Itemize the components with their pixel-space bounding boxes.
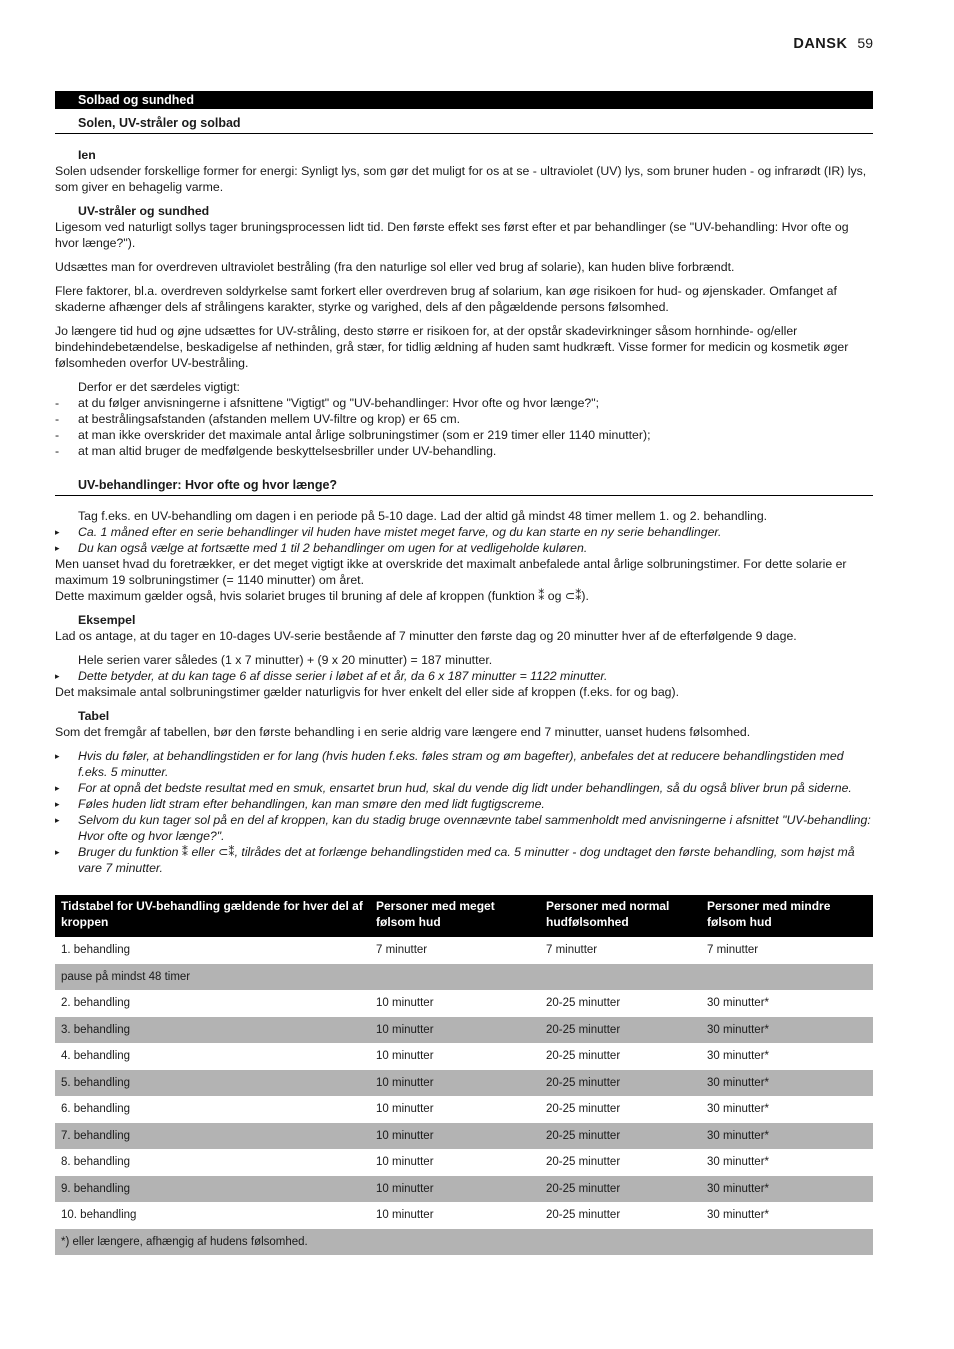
- table-cell: 3. behandling: [55, 1017, 370, 1044]
- triangle-bullet-icon: ▸: [55, 847, 60, 857]
- table-cell: 10. behandling: [61, 1209, 137, 1222]
- table-cell: 30 minutter*: [707, 1103, 770, 1116]
- uv-health-paragraph-2: Udsættes man for overdreven ultraviolet bestråling (fra den naturlige sol eller ved brug af solarie), kan huden blive forbrændt.: [55, 260, 735, 274]
- language-label: DANSK: [793, 36, 848, 52]
- list-item-text: Ca. 1 måned efter en serie behandlinger vil huden have mistet meget farve, og du kan starte en ny serie behandlinger.: [78, 525, 722, 539]
- uv-health-heading: UV-stråler og sundhed: [78, 204, 210, 218]
- table-cell: 8. behandling: [61, 1156, 131, 1169]
- table-cell: 20-25 minutter: [540, 1176, 701, 1203]
- triangle-bullet-icon: ▸: [55, 671, 60, 681]
- table-cell: 30 minutter*: [701, 1123, 873, 1150]
- dash-marker: -: [55, 412, 60, 426]
- list-item: [55, 395, 873, 411]
- table-cell: 30 minutter*: [701, 1176, 873, 1203]
- list-item-text: Dette betyder, at du kan tage 6 af disse serier i løbet af et år, da 6 x 187 minutter = 1122 minutter.: [78, 669, 608, 683]
- table-row: [55, 1096, 873, 1123]
- treatments-block: [55, 508, 873, 604]
- triangle-bullet-icon: ▸: [55, 543, 60, 553]
- list-item: [55, 540, 873, 556]
- table-cell: 7 minutter: [376, 944, 428, 957]
- table-cell: 20-25 minutter: [546, 997, 621, 1010]
- list-item: [55, 411, 873, 427]
- section-title-bar: [55, 91, 873, 109]
- table-cell: 20-25 minutter: [540, 1123, 701, 1150]
- table-cell: 20-25 minutter: [546, 1156, 621, 1169]
- list-item-text: at man ikke overskrider det maximale antal årlige solbruningstimer (som er 219 timer eller 1140 minutter);: [78, 428, 651, 442]
- list-item-text: Du kan også vælge at fortsætte med 1 til 2 behandlinger om ugen for at vedligeholde kuløren.: [78, 541, 588, 555]
- table-cell: 30 minutter*: [701, 1070, 873, 1097]
- table-header-cell: Tidstabel for UV-behandling gældende for hver del af kroppen: [55, 895, 370, 937]
- tabel-text: Som det fremgår af tabellen, bør den første behandling i en serie aldrig vare længere end 7 minutter, uanset hudens følsomhed.: [55, 725, 751, 739]
- example-calc: Hele serien varer således (1 x 7 minutter) + (9 x 20 minutter) = 187 minutter.: [78, 653, 493, 667]
- table-cell: 10 minutter: [376, 997, 434, 1010]
- list-item: [55, 796, 873, 812]
- table-cell: 6. behandling: [61, 1103, 131, 1116]
- table-header-cell: Personer med normal hudfølsomhed: [540, 895, 701, 937]
- subsection-heading-text: UV-behandlinger: Hvor ofte og hvor længe?: [78, 478, 338, 492]
- list-item: [55, 443, 873, 459]
- triangle-bullet-icon: ▸: [55, 751, 60, 761]
- table-cell: 10 minutter: [370, 1017, 540, 1044]
- table-cell: 30 minutter*: [707, 997, 770, 1010]
- list-item: [55, 844, 873, 876]
- list-item-text: Bruger du funktion ⁑ eller ⊂⁑, tilrådes det at forlænge behandlingstiden med ca. 5 minutter - dog undtaget den første behandling, som højst må vare 7 minutter.: [78, 845, 855, 875]
- table-cell: 10 minutter: [376, 1209, 434, 1222]
- triangle-bullet-icon: ▸: [55, 799, 60, 809]
- triangle-bullet-icon: ▸: [55, 527, 60, 537]
- important-intro: Derfor er det særdeles vigtigt:: [78, 380, 240, 394]
- tabel-block: [55, 708, 873, 740]
- list-item-text: at man altid bruger de medfølgende beskyttelsesbriller under UV-behandling.: [78, 444, 497, 458]
- table-cell: 20-25 minutter: [546, 1103, 621, 1116]
- treatments-paragraph-2: Dette maximum gælder også, hvis solariet bruges til bruning af dele af kroppen (funktion ⁑ og ⊂⁑).: [55, 589, 589, 603]
- list-item: [55, 524, 873, 540]
- list-item: [55, 668, 873, 684]
- table-cell: 7. behandling: [55, 1123, 370, 1150]
- uv-health-paragraph-2-block: [55, 259, 873, 275]
- table-cell: 20-25 minutter: [546, 1209, 621, 1222]
- uv-health-paragraph-1: Ligesom ved naturligt sollys tager bruningsprocessen lidt tid. Den første effekt ses først efter et par behandlinger (se "UV-behandling: Hvor ofte og hvor længe?").: [55, 220, 849, 250]
- page-number: 59: [857, 35, 873, 51]
- treatments-intro: Tag f.eks. en UV-behandling om dagen i en periode på 5-10 dage. Lad der altid gå mindst 48 timer mellem 1. og 2. behandling.: [78, 509, 768, 523]
- table-row: [55, 1176, 873, 1203]
- table-row: [55, 1070, 873, 1097]
- table-header-cell: Personer med mindre følsom hud: [701, 895, 873, 937]
- table-cell: 30 minutter*: [707, 1156, 770, 1169]
- uv-health-paragraph-3-block: [55, 283, 873, 315]
- list-item-text: Selvom du kun tager sol på en del af kroppen, kan du stadig bruge ovennævnte tabel sammenholdt med anvisningerne i afsnittet "UV-behandling: Hvor ofte og hvor længe?".: [78, 813, 871, 843]
- uv-health-paragraph-4-block: [55, 323, 873, 371]
- table-cell: 10 minutter: [370, 1123, 540, 1150]
- list-item: [55, 427, 873, 443]
- example-calc-block: [55, 652, 873, 700]
- treatments-paragraph-1: Men uanset hvad du foretrækker, er det meget vigtigt ikke at overskride det maximalt anbefalede antal årlige solbruningstimer. For dette solarie er maximum 19 solbruningstimer (= 1140 minutter) om året.: [55, 557, 847, 587]
- subsection-heading-text: Solen, UV-stråler og solbad: [78, 116, 241, 130]
- list-item: [55, 780, 873, 796]
- table-row: [55, 1043, 873, 1070]
- table-cell: 20-25 minutter: [546, 1050, 621, 1063]
- uv-health-paragraph-3: Flere faktorer, bl.a. overdreven soldyrkelse samt forkert eller overdreven brug af solarium, kan øge risikoen for hud- og øjenskader. Omfanget af skaderne afhænger dels af strålingens karakter, styrke og varighed, dels af den pågældende persons følsomhed.: [55, 284, 837, 314]
- sun-text: Solen udsender forskellige former for energi: Synligt lys, som gør det muligt for os at se - ultraviolet (UV) lys, som bruner huden - og infrarødt (IR) lys, som giver en behagelig varme.: [55, 164, 867, 194]
- triangle-bullet-icon: ▸: [55, 815, 60, 825]
- table-cell: 4. behandling: [61, 1050, 131, 1063]
- sun-block: [55, 147, 873, 195]
- table-cell: pause på mindst 48 timer: [55, 964, 873, 991]
- list-item-text: at du følger anvisningerne i afsnittene "Vigtigt" og "UV-behandlinger: Hvor ofte og hvor længe?";: [78, 396, 600, 410]
- table-cell: 10 minutter: [376, 1050, 434, 1063]
- list-item: [55, 748, 873, 780]
- tabel-notes-block: [55, 748, 873, 876]
- table-row: [55, 1017, 873, 1044]
- table-header-cell: Personer med meget følsom hud: [370, 895, 540, 937]
- example-block: [55, 612, 873, 644]
- dash-marker: -: [55, 444, 60, 458]
- uv-health-block: [55, 203, 873, 251]
- table-cell: 7 minutter: [546, 944, 598, 957]
- triangle-bullet-icon: ▸: [55, 783, 60, 793]
- table-cell: 30 minutter*: [707, 1209, 770, 1222]
- table-cell: 7 minutter: [707, 944, 759, 957]
- table-cell: 10 minutter: [370, 1070, 540, 1097]
- table-row: [55, 1202, 873, 1229]
- uv-health-paragraph-4: Jo længere tid hud og øjne udsættes for UV-stråling, desto større er risikoen for, at der opstår skadevirkninger såsom hornhinde- og/eller bindehindebetændelse, beskadigelse af nethinden, grå stær, for tidlig ældning af huden samt hudkræft. Visse former for medicin og kosmetik øger følsomheden overfor UV-bestråling.: [55, 324, 849, 370]
- subsection-heading-treatments: [55, 477, 873, 496]
- table-cell: 10 minutter: [376, 1103, 434, 1116]
- example-text: Lad os antage, at du tager en 10-dages UV-serie bestående af 7 minutter den første dag og 20 minutter hver af de efterfølgende 9 dage.: [55, 629, 797, 643]
- dash-marker: -: [55, 396, 60, 410]
- table-cell: 1. behandling: [61, 944, 131, 957]
- list-item-text: Hvis du føler, at behandlingstiden er for lang (hvis huden f.eks. føles stram og øm bagefter), anbefales det at reducere behandlingstiden med f.eks. 5 minutter.: [78, 749, 844, 779]
- list-item: [55, 812, 873, 844]
- section-title: Solbad og sundhed: [78, 93, 194, 107]
- table-cell: 30 minutter*: [701, 1017, 873, 1044]
- table-cell: 5. behandling: [55, 1070, 370, 1097]
- table-cell: 20-25 minutter: [540, 1017, 701, 1044]
- table-cell: 30 minutter*: [707, 1050, 770, 1063]
- table-cell: 9. behandling: [55, 1176, 370, 1203]
- important-list-block: [55, 379, 873, 459]
- list-item-text: For at opnå det bedste resultat med en smuk, ensartet brun hud, skal du vende dig lidt under behandlingen, så du også bliver brun på siderne.: [78, 781, 852, 795]
- example-heading: Eksempel: [78, 613, 136, 627]
- table-row: [55, 990, 873, 1017]
- table-row: [55, 1149, 873, 1176]
- example-text-2: Det maksimale antal solbruningstimer gælder naturligvis for hver enkelt del eller side af kroppen (f.eks. for og bag).: [55, 685, 680, 699]
- list-item-text: at bestrålingsafstanden (afstanden mellem UV-filtre og krop) er 65 cm.: [78, 412, 461, 426]
- table-cell: 10 minutter: [370, 1176, 540, 1203]
- table-footnote-row: [55, 1229, 873, 1256]
- subsection-heading-sun: [55, 115, 873, 134]
- table-row: [55, 1123, 873, 1150]
- table-cell: 10 minutter: [376, 1156, 434, 1169]
- tabel-heading: Tabel: [78, 709, 110, 723]
- table-cell: 20-25 minutter: [540, 1070, 701, 1097]
- page-header: [793, 34, 873, 53]
- table-row: [55, 937, 873, 964]
- uv-schedule-table: [55, 895, 873, 1255]
- table-cell: 2. behandling: [61, 997, 131, 1010]
- table-header-row: [55, 895, 873, 937]
- dash-marker: -: [55, 428, 60, 442]
- table-footnote: *) eller længere, afhængig af hudens følsomhed.: [55, 1229, 873, 1256]
- table-row-pause: [55, 964, 873, 991]
- sun-heading: Ien: [78, 148, 96, 162]
- list-item-text: Føles huden lidt stram efter behandlingen, kan man smøre den med lidt fugtigscreme.: [78, 797, 545, 811]
